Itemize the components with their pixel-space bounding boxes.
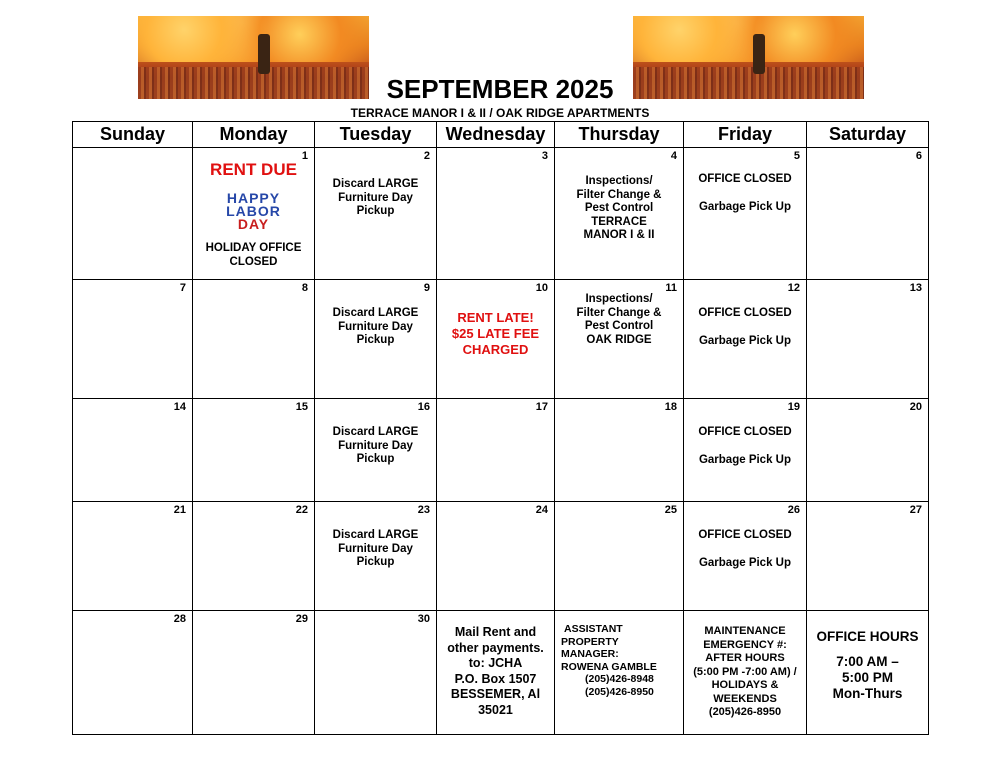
garbage-pickup-event: Garbage Pick Up — [698, 200, 792, 213]
day-cell-29 — [193, 611, 315, 735]
day-number: 23 — [417, 504, 430, 516]
rent-due-label: RENT DUE — [210, 160, 297, 179]
day-number: 26 — [787, 504, 800, 516]
day-number: 7 — [179, 282, 186, 294]
day-cell-24 — [437, 502, 555, 611]
day-number: 20 — [909, 401, 922, 413]
day-cell-4 — [555, 148, 684, 280]
day-cell-26 — [684, 502, 807, 611]
office-closed-event: OFFICE CLOSED — [698, 529, 792, 541]
day-number: 18 — [664, 401, 677, 413]
day-number: 10 — [535, 282, 548, 294]
day-number: 3 — [541, 150, 548, 162]
day-number: 25 — [664, 504, 677, 516]
rent-late-event: RENT LATE! $25 LATE FEE CHARGED — [451, 310, 540, 357]
day-cell-28 — [73, 611, 193, 735]
weekday-header: Monday — [193, 122, 315, 148]
day-number: 14 — [173, 401, 186, 413]
discard-furniture-event: Discard LARGE Furniture Day Pickup — [332, 307, 419, 346]
weekday-header-row — [73, 122, 929, 148]
day-cell-14 — [73, 399, 193, 502]
day-cell-17 — [437, 399, 555, 502]
inspections-event: Inspections/ Filter Change & Pest Control TERRACE MANOR I & II — [576, 175, 662, 241]
week-row — [73, 502, 929, 611]
day-cell-21 — [73, 502, 193, 611]
weekday-header: Saturday — [807, 122, 929, 148]
day-number: 2 — [423, 150, 430, 162]
day-number: 16 — [417, 401, 430, 413]
empty-day-cell — [73, 148, 193, 280]
day-cell-12 — [684, 280, 807, 399]
day-number: 27 — [909, 504, 922, 516]
weekday-header: Thursday — [555, 122, 684, 148]
day-number: 28 — [173, 613, 186, 625]
day-number: 13 — [909, 282, 922, 294]
day-number: 11 — [665, 282, 677, 294]
day-number: 22 — [295, 504, 308, 516]
day-number: 19 — [787, 401, 800, 413]
week-row — [73, 148, 929, 280]
day-cell-8 — [193, 280, 315, 399]
weekday-header: Sunday — [73, 122, 193, 148]
day-number: 4 — [670, 150, 677, 162]
day-number: 6 — [915, 150, 922, 162]
day-cell-20 — [807, 399, 929, 502]
weekday-header: Tuesday — [315, 122, 437, 148]
office-hours-info: OFFICE HOURS 7:00 AM – 5:00 PM Mon-Thurs — [807, 611, 929, 735]
day-cell-15 — [193, 399, 315, 502]
day-number: 24 — [535, 504, 548, 516]
day-cell-23 — [315, 502, 437, 611]
day-number: 1 — [301, 150, 308, 162]
discard-furniture-event: Discard LARGE Furniture Day Pickup — [332, 178, 419, 217]
day-number: 30 — [417, 613, 430, 625]
office-closed-event: OFFICE CLOSED — [698, 173, 792, 185]
day-cell-18 — [555, 399, 684, 502]
garbage-pickup-event: Garbage Pick Up — [698, 334, 792, 347]
day-number: 9 — [423, 282, 430, 294]
maintenance-emergency-info: MAINTENANCE EMERGENCY #: AFTER HOURS (5:00 PM -7:00 AM) / HOLIDAYS & WEEKENDS (205)426-8950 — [684, 611, 807, 735]
day-cell-25 — [555, 502, 684, 611]
page-subtitle: TERRACE MANOR I & II / OAK RIDGE APARTMENTS — [350, 106, 650, 120]
day-number: 21 — [173, 504, 186, 516]
day-cell-19 — [684, 399, 807, 502]
assistant-manager-info: ASSISTANT PROPERTY MANAGER: ROWENA GAMBLE (205)426-8948 (205)426-8950 — [555, 611, 684, 735]
day-cell-22 — [193, 502, 315, 611]
day-cell-6 — [807, 148, 929, 280]
day-cell-1 — [193, 148, 315, 280]
office-closed-event: OFFICE CLOSED — [698, 426, 792, 438]
day-cell-7 — [73, 280, 193, 399]
day-cell-9 — [315, 280, 437, 399]
garbage-pickup-event: Garbage Pick Up — [698, 453, 792, 466]
day-number: 12 — [787, 282, 800, 294]
week-row — [73, 399, 929, 502]
day-cell-10 — [437, 280, 555, 399]
calendar-grid — [72, 121, 929, 735]
discard-furniture-event: Discard LARGE Furniture Day Pickup — [332, 529, 419, 568]
labor-day-graphic: HAPPY LABOR DAY — [226, 190, 281, 232]
day-number: 8 — [301, 282, 308, 294]
garbage-pickup-event: Garbage Pick Up — [698, 556, 792, 569]
day-number: 15 — [295, 401, 308, 413]
mail-payments-info: Mail Rent and other payments. to: JCHA P.O. Box 1507 BESSEMER, Al 35021 — [437, 611, 555, 735]
weekday-header: Wednesday — [437, 122, 555, 148]
week-row — [73, 280, 929, 399]
day-cell-13 — [807, 280, 929, 399]
day-cell-27 — [807, 502, 929, 611]
week-row — [73, 611, 929, 735]
office-closed-event: OFFICE CLOSED — [698, 307, 792, 319]
day-cell-11 — [555, 280, 684, 399]
day-cell-3 — [437, 148, 555, 280]
day-cell-5 — [684, 148, 807, 280]
day-number: 17 — [535, 401, 548, 413]
day-number: 29 — [295, 613, 308, 625]
day-cell-30 — [315, 611, 437, 735]
day-cell-2 — [315, 148, 437, 280]
page-title: SEPTEMBER 2025 — [386, 74, 614, 104]
inspections-event: Inspections/ Filter Change & Pest Control OAK RIDGE — [576, 293, 662, 346]
day-cell-16 — [315, 399, 437, 502]
discard-furniture-event: Discard LARGE Furniture Day Pickup — [332, 426, 419, 465]
day-number: 5 — [793, 150, 800, 162]
holiday-office-closed: HOLIDAY OFFICE CLOSED — [205, 242, 302, 268]
weekday-header: Friday — [684, 122, 807, 148]
